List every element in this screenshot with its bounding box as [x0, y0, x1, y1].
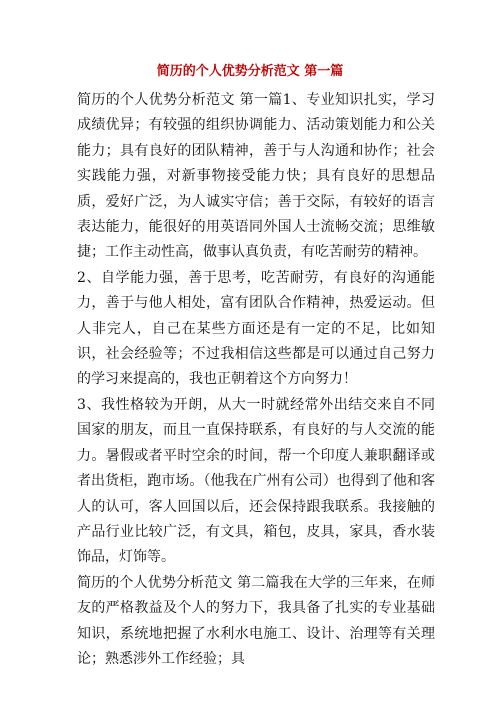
paragraph-1: 简历的个人优势分析范文 第一篇1、专业知识扎实，学习成绩优异；有较强的组织协调能力、活动策划能力和公关能力；具有良好的团队精神，善于与人沟通和协作；社会实践能力强，对新事物接受能力快；具有良好的思想品质，爱好广泛，为人诚实守信；善于交际，有较好的语言表达能力，能很好的用英语同外国人士流畅交流；思维敏捷；工作主动性高，做事认真负责，有吃苦耐劳的精神。 [77, 92, 435, 261]
document-title: 简历的个人优势分析范文 第一篇 [156, 64, 344, 79]
paragraph-4: 简历的个人优势分析范文 第二篇我在大学的三年来，在师友的严格教益及个人的努力下，我具备了扎实的专业基础知识，系统地把握了水利水电施工、设计、治理等有关理论；熟悉涉外工作经验；具 [77, 574, 435, 667]
document-body [77, 88, 435, 672]
paragraph-2: 2、自学能力强，善于思考，吃苦耐劳，有良好的沟通能力，善于与他人相处，富有团队合作精神，热爱运动。但人非完人，自己在某些方面还是有一定的不足，比如知识，社会经验等；不过我相信这些都是可以通过自己努力的学习来提高的，我也正朝着这个方向努力！ [77, 269, 435, 388]
paragraph-3: 3、我性格较为开朗，从大一时就经常外出结交来自不同国家的朋友，而且一直保持联系，有良好的与人交流的能力。暑假或者平时空余的时间，帮一个印度人兼职翻译或者出货柜，跑市场。（他我在广州有公司）也得到了他和客人的认可，客人回国以后，还会保持跟我联系。我接触的产品行业比较广泛，有文具，箱包，皮具，家具，香水装饰品，灯饰等。 [77, 396, 435, 566]
